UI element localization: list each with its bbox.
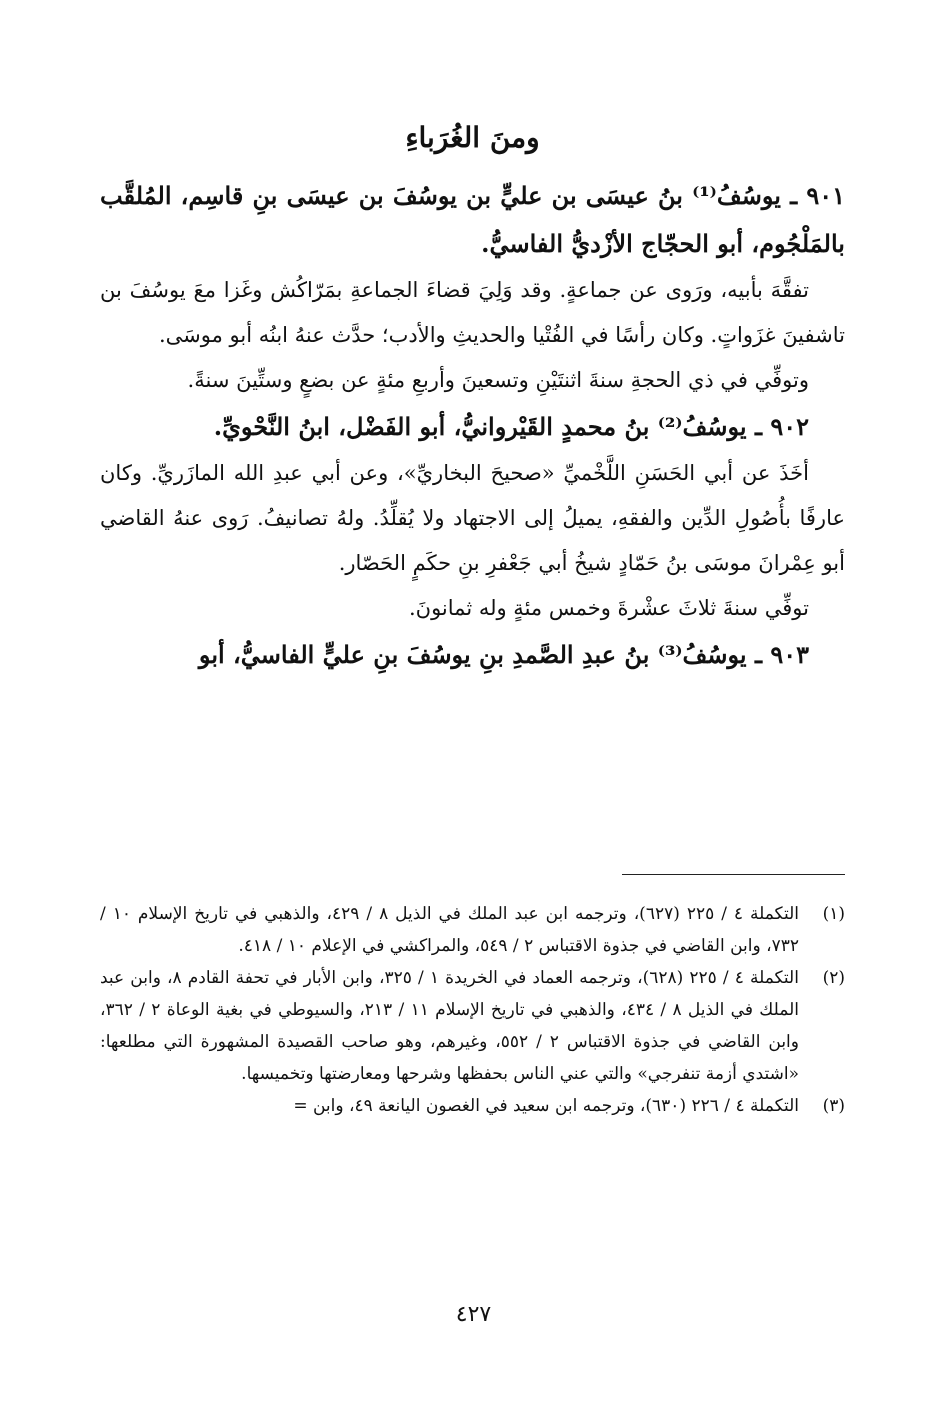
- footnote-number: (١): [822, 904, 845, 924]
- entry-paragraph: تفقَّهَ بأبيه، ورَوى عن جماعةٍ. وقد وَلِيَ قضاءَ الجماعةِ بمَرّاكُش وغَزا معَ يوسُفَ بن تاشفينَ غزَواتٍ. وكان رأسًا في الفُتْيا والحديثِ والأدب؛ حدَّث عنهُ ابنُه أبو موسَى.: [100, 278, 845, 347]
- footnote-separator: [622, 874, 845, 875]
- footnote-2: [100, 962, 845, 1090]
- entry-heading: ٩٠٢ ـ يوسُفُ⁽²⁾ بنُ محمدٍ القَيْروانيُّ، أبو الفَضْل، ابنُ النَّحْويِّ.: [213, 412, 809, 441]
- footnote-text: التكملة ٤ / ٢٢٥ (٦٢٧)، وترجمه ابن عبد الملك في الذيل ٨ / ٤٢٩، والذهبي في تاريخ الإسلام ١٠ / ٧٣٢، وابن القاضي في جذوة الاقتباس ٢ / ٥٤٩، والمراكشي في الإعلام ١٠ / ٤١٨.: [100, 904, 799, 956]
- footnote-number: (٢): [822, 968, 845, 988]
- footnote-text: التكملة ٤ / ٢٢٦ (٦٣٠)، وترجمه ابن سعيد في الغصون اليانعة ٤٩، وابن =: [293, 1096, 799, 1116]
- footnote-3: [100, 1090, 845, 1122]
- entry-paragraph: أخَذَ عن أبي الحَسَنِ اللَّخْميِّ «صحيحَ البخاريِّ»، وعن أبي عبدِ الله المازَريِّ. وكان عارفًا بأُصُولِ الدِّين والفقهِ، يميلُ إلى الاجتهاد ولا يُقلِّدُ. ولهُ تصانيفُ. رَوى عنهُ القاضي أبو عِمْرانَ موسَى بنُ حَمّادٍ شيخُ أبي جَعْفرِ بنِ حكَمٍ الحَصّار.: [100, 461, 845, 575]
- entry-paragraph: وتوفِّي في ذي الحجةِ سنةَ اثنتَيْنِ وتسعينَ وأربعِ مئةٍ عن بضعٍ وستِّينَ سنةً.: [187, 368, 809, 392]
- footnote-1: [100, 898, 845, 962]
- entry-heading: ٩٠٣ ـ يوسُفُ⁽³⁾ بنُ عبدِ الصَّمدِ بنِ يوسُفَ بنِ عليٍّ الفاسيُّ، أبو: [198, 640, 809, 669]
- page-number: ٤٢٧: [455, 1302, 492, 1327]
- section-title: ومنَ الغُرَباءِ: [405, 121, 540, 154]
- entry-heading: ٩٠١ ـ يوسُفُ⁽¹⁾ بنُ عيسَى بن عليٍّ بن يوسُفَ بن عيسَى بنِ قاسِم، المُلقَّب بالمَلْجُوم، أبو الحجّاج الأزْديُّ الفاسيُّ.: [100, 181, 846, 258]
- main-text: [100, 118, 845, 679]
- footnotes: [100, 898, 845, 1122]
- entry-902: [100, 403, 845, 631]
- entry-paragraph: توفِّي سنةَ ثلاثَ عشْرةَ وخمس مئةٍ وله ثمانونَ.: [408, 596, 809, 620]
- footnote-number: (٣): [822, 1096, 845, 1116]
- footnote-text: التكملة ٤ / ٢٢٥ (٦٢٨)، وترجمه العماد في الخريدة ١ / ٣٢٥، وابن الأبار في تحفة القادم ٨، وابن عبد الملك في الذيل ٨ / ٤٣٤، والذهبي في تاريخ الإسلام ١١ / ٢١٣، والسيوطي في بغية الوعاة ٢ / ٣٦٢، وابن القاضي في جذوة الاقتباس ٢ / ٥٥٢، وغيرهم، وهو صاحب القصيدة المشهورة التي مطلعها: «اشتدي أزمة تنفرجي» والتي عني الناس بحفظها وشرحها ومعارضتها وتخميسها.: [100, 968, 799, 1084]
- entry-903: [100, 631, 845, 679]
- entry-901: [100, 172, 845, 403]
